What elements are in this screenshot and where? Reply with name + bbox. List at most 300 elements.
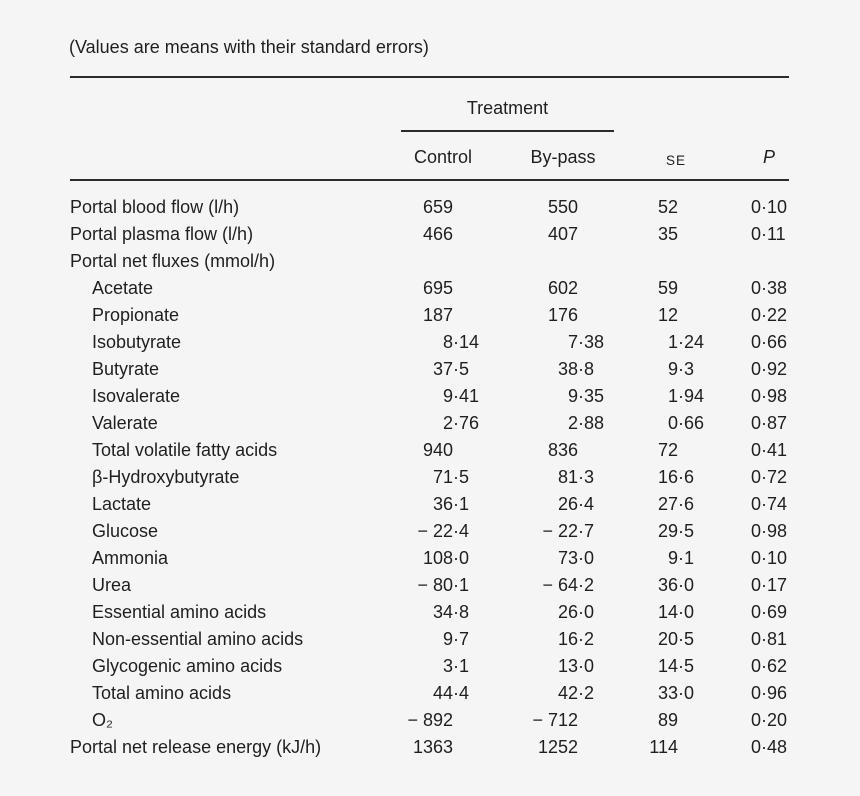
cell-control <box>353 410 483 437</box>
value-integer-part: 659 <box>422 197 453 217</box>
table-row <box>70 302 789 329</box>
value-integer-part: 1 <box>667 386 678 406</box>
value-integer-part: 36 <box>432 494 453 514</box>
value-integer-part: 73 <box>557 548 578 568</box>
value-integer-part: 9 <box>567 386 578 406</box>
row-label: Propionate <box>92 305 180 325</box>
table-row <box>70 410 789 437</box>
value-fraction-part: ·0 <box>453 548 470 568</box>
value-integer-part: 3 <box>442 656 453 676</box>
value-fraction-part <box>578 437 608 464</box>
value-integer-part: 2 <box>567 413 578 433</box>
cell-p <box>708 329 789 356</box>
cell-control <box>353 545 483 572</box>
cell-bypass <box>483 545 608 572</box>
value-integer-part: 0 <box>750 683 761 703</box>
cell-control <box>353 248 483 275</box>
value-fraction-part <box>578 248 608 275</box>
row-label: β-Hydroxybutyrate <box>92 467 240 487</box>
cell-control <box>353 518 483 545</box>
value-fraction-part: ·7 <box>578 521 595 541</box>
value-fraction-part: ·0 <box>578 548 595 568</box>
value-integer-part: 34 <box>432 602 453 622</box>
value-integer-part: 108 <box>422 548 453 568</box>
value-fraction-part: ·5 <box>453 359 470 379</box>
value-integer-part: 71 <box>432 467 453 487</box>
value-integer-part: 20 <box>657 629 678 649</box>
header-bottom-rule <box>70 179 789 181</box>
cell-se <box>608 653 708 680</box>
table-row <box>70 518 789 545</box>
value-fraction-part: ·76 <box>453 413 480 433</box>
value-integer-part: 9 <box>667 548 678 568</box>
cell-p <box>708 734 789 761</box>
row-label: Portal net release energy (kJ/h) <box>70 737 322 757</box>
value-integer-part: 0 <box>750 548 761 568</box>
cell-control <box>353 626 483 653</box>
value-integer-part: 89 <box>657 710 678 730</box>
value-fraction-part: ·38 <box>578 332 605 352</box>
value-fraction-part: ·4 <box>453 683 470 703</box>
value-integer-part: 42 <box>557 683 578 703</box>
value-fraction-part: ·72 <box>761 467 788 487</box>
value-fraction-part: ·4 <box>578 494 595 514</box>
value-fraction-part: ·5 <box>678 656 695 676</box>
table-row <box>70 464 789 491</box>
value-fraction-part <box>578 302 608 329</box>
value-fraction-part <box>678 221 708 248</box>
cell-p <box>708 248 789 275</box>
cell-control <box>353 356 483 383</box>
value-fraction-part: ·17 <box>761 575 788 595</box>
cell-control <box>353 707 483 734</box>
cell-control <box>353 437 483 464</box>
value-integer-part: − 892 <box>407 710 453 730</box>
cell-control <box>353 464 483 491</box>
value-fraction-part: ·24 <box>678 332 705 352</box>
value-fraction-part: ·0 <box>678 575 695 595</box>
value-integer-part: 9 <box>442 629 453 649</box>
row-label: Acetate <box>92 278 154 298</box>
value-integer-part: 1252 <box>537 737 578 757</box>
row-label: Total volatile fatty acids <box>92 440 278 460</box>
cell-p <box>708 410 789 437</box>
value-fraction-part <box>678 275 708 302</box>
value-fraction-part: ·94 <box>678 386 705 406</box>
value-integer-part: 0 <box>750 305 761 325</box>
value-fraction-part: ·11 <box>761 224 786 244</box>
table-row <box>70 491 789 518</box>
value-fraction-part: ·20 <box>761 710 788 730</box>
row-label: Valerate <box>92 413 158 433</box>
cell-se <box>608 734 708 761</box>
cell-p <box>708 437 789 464</box>
value-integer-part: 695 <box>422 278 453 298</box>
cell-se <box>608 599 708 626</box>
value-fraction-part <box>453 302 483 329</box>
table-row <box>70 437 789 464</box>
row-label: Non-essential amino acids <box>92 629 304 649</box>
cell-p <box>708 707 789 734</box>
cell-p <box>708 464 789 491</box>
row-label: Glucose <box>92 521 159 541</box>
value-integer-part: 0 <box>750 386 761 406</box>
cell-se <box>608 275 708 302</box>
cell-bypass <box>483 491 608 518</box>
value-fraction-part <box>453 707 483 734</box>
cell-bypass <box>483 302 608 329</box>
value-integer-part: 14 <box>657 656 678 676</box>
value-fraction-part <box>453 194 483 221</box>
value-fraction-part: ·10 <box>761 548 788 568</box>
value-fraction-part: ·6 <box>678 467 695 487</box>
cell-se <box>608 248 708 275</box>
cell-bypass <box>483 329 608 356</box>
value-fraction-part: ·74 <box>761 494 788 514</box>
value-fraction-part <box>453 248 483 275</box>
column-header-bypass: By-pass <box>530 147 596 167</box>
cell-bypass <box>483 410 608 437</box>
cell-control <box>353 491 483 518</box>
cell-bypass <box>483 275 608 302</box>
value-fraction-part: ·38 <box>761 278 788 298</box>
cell-control <box>353 572 483 599</box>
cell-se <box>608 410 708 437</box>
value-fraction-part: ·2 <box>578 683 595 703</box>
cell-p <box>708 572 789 599</box>
table-row <box>70 707 789 734</box>
cell-bypass <box>483 383 608 410</box>
cell-p <box>708 626 789 653</box>
row-label: Portal plasma flow (l/h) <box>70 224 254 244</box>
value-fraction-part: ·0 <box>578 656 595 676</box>
cell-se <box>608 518 708 545</box>
value-fraction-part: ·81 <box>761 629 788 649</box>
value-integer-part: − 80 <box>417 575 453 595</box>
value-integer-part: 37 <box>432 359 453 379</box>
cell-se <box>608 572 708 599</box>
value-integer-part: 0 <box>750 710 761 730</box>
value-fraction-part <box>678 194 708 221</box>
value-fraction-part <box>453 221 483 248</box>
table-row <box>70 599 789 626</box>
treatment-underline-rule <box>401 130 614 132</box>
value-integer-part: 0 <box>750 197 761 217</box>
value-fraction-part <box>578 734 608 761</box>
value-fraction-part <box>678 734 708 761</box>
table-row <box>70 383 789 410</box>
value-fraction-part: ·66 <box>678 413 705 433</box>
cell-p <box>708 518 789 545</box>
value-integer-part: 72 <box>657 440 678 460</box>
value-fraction-part: ·2 <box>578 575 595 595</box>
value-integer-part: 0 <box>667 413 678 433</box>
value-fraction-part: ·88 <box>578 413 605 433</box>
row-label: Butyrate <box>92 359 160 379</box>
table-row <box>70 572 789 599</box>
value-fraction-part: ·6 <box>678 494 695 514</box>
value-integer-part: 16 <box>557 629 578 649</box>
cell-se <box>608 383 708 410</box>
value-integer-part: 14 <box>657 602 678 622</box>
value-integer-part: 0 <box>750 332 761 352</box>
value-fraction-part: ·7 <box>453 629 470 649</box>
table-row <box>70 329 789 356</box>
value-integer-part: 1363 <box>412 737 453 757</box>
value-integer-part: 0 <box>750 494 761 514</box>
value-fraction-part <box>578 707 608 734</box>
value-integer-part: 0 <box>750 602 761 622</box>
value-integer-part: 26 <box>557 494 578 514</box>
value-fraction-part: ·1 <box>453 575 470 595</box>
cell-control <box>353 653 483 680</box>
value-integer-part: 27 <box>657 494 678 514</box>
value-integer-part: 59 <box>657 278 678 298</box>
row-label: Ammonia <box>92 548 169 568</box>
cell-se <box>608 464 708 491</box>
cell-control <box>353 680 483 707</box>
table-row <box>70 194 789 221</box>
row-label: Portal blood flow (l/h) <box>70 197 240 217</box>
value-integer-part: 602 <box>547 278 578 298</box>
value-integer-part: 9 <box>667 359 678 379</box>
cell-se <box>608 356 708 383</box>
row-label: Urea <box>92 575 132 595</box>
table-caption: (Values are means with their standard errors) <box>69 37 429 57</box>
value-fraction-part: ·0 <box>578 602 595 622</box>
value-fraction-part <box>453 734 483 761</box>
value-fraction-part: ·69 <box>761 602 788 622</box>
table-body <box>70 194 789 761</box>
table-row <box>70 680 789 707</box>
cell-bypass <box>483 707 608 734</box>
value-fraction-part: ·0 <box>678 602 695 622</box>
value-fraction-part: ·98 <box>761 386 788 406</box>
value-integer-part: 0 <box>750 656 761 676</box>
value-fraction-part: ·5 <box>678 521 695 541</box>
cell-control <box>353 194 483 221</box>
value-integer-part: 33 <box>657 683 678 703</box>
cell-p <box>708 491 789 518</box>
column-header-control: Control <box>413 147 473 167</box>
value-fraction-part: ·5 <box>678 629 695 649</box>
cell-p <box>708 545 789 572</box>
cell-bypass <box>483 437 608 464</box>
row-label: Glycogenic amino acids <box>92 656 283 676</box>
cell-bypass <box>483 599 608 626</box>
row-label: Isovalerate <box>92 386 181 406</box>
row-label: Isobutyrate <box>92 332 182 352</box>
value-integer-part: − 22 <box>417 521 453 541</box>
cell-se <box>608 329 708 356</box>
cell-se <box>608 626 708 653</box>
cell-bypass <box>483 248 608 275</box>
value-integer-part: 36 <box>657 575 678 595</box>
table-row <box>70 734 789 761</box>
value-fraction-part: ·35 <box>578 386 605 406</box>
cell-p <box>708 194 789 221</box>
value-integer-part <box>708 248 761 275</box>
value-integer-part: 550 <box>547 197 578 217</box>
value-fraction-part: ·8 <box>453 602 470 622</box>
cell-bypass <box>483 572 608 599</box>
table-row <box>70 626 789 653</box>
value-fraction-part: ·92 <box>761 359 788 379</box>
value-fraction-part: ·1 <box>453 494 470 514</box>
cell-p <box>708 680 789 707</box>
value-fraction-part <box>453 437 483 464</box>
value-integer-part: 35 <box>657 224 678 244</box>
value-fraction-part <box>578 275 608 302</box>
row-label: Essential amino acids <box>92 602 267 622</box>
cell-bypass <box>483 464 608 491</box>
row-label: Total amino acids <box>92 683 232 703</box>
cell-control <box>353 302 483 329</box>
value-fraction-part: ·1 <box>453 656 470 676</box>
value-integer-part: 940 <box>422 440 453 460</box>
value-fraction-part: ·1 <box>678 548 695 568</box>
value-integer-part: 0 <box>750 629 761 649</box>
cell-se <box>608 491 708 518</box>
cell-p <box>708 302 789 329</box>
value-integer-part: 26 <box>557 602 578 622</box>
value-integer-part <box>608 248 678 275</box>
table-row <box>70 248 789 275</box>
cell-bypass <box>483 194 608 221</box>
value-fraction-part <box>678 248 708 275</box>
cell-p <box>708 221 789 248</box>
value-integer-part: 0 <box>750 467 761 487</box>
value-fraction-part <box>578 194 608 221</box>
value-integer-part: 114 <box>649 737 678 757</box>
value-integer-part <box>483 248 578 275</box>
table-row <box>70 653 789 680</box>
value-integer-part <box>353 248 453 275</box>
value-integer-part: − 22 <box>542 521 578 541</box>
cell-bypass <box>483 518 608 545</box>
cell-control <box>353 734 483 761</box>
cell-bypass <box>483 626 608 653</box>
value-fraction-part: ·48 <box>761 737 788 757</box>
value-integer-part: − 712 <box>532 710 578 730</box>
row-label: Lactate <box>92 494 152 514</box>
cell-se <box>608 302 708 329</box>
value-integer-part: 187 <box>422 305 453 325</box>
value-integer-part: 2 <box>442 413 453 433</box>
value-integer-part: 0 <box>750 440 761 460</box>
value-integer-part: 29 <box>657 521 678 541</box>
value-fraction-part: ·41 <box>761 440 788 460</box>
value-integer-part: 836 <box>547 440 578 460</box>
cell-bypass <box>483 680 608 707</box>
value-fraction-part: ·87 <box>761 413 788 433</box>
value-fraction-part: ·8 <box>578 359 595 379</box>
value-integer-part: 0 <box>750 224 761 244</box>
value-fraction-part: ·98 <box>761 521 788 541</box>
cell-control <box>353 329 483 356</box>
treatment-group-header: Treatment <box>466 98 549 118</box>
value-integer-part: 7 <box>567 332 578 352</box>
value-integer-part: 0 <box>750 521 761 541</box>
value-fraction-part: ·3 <box>578 467 595 487</box>
value-integer-part: 13 <box>557 656 578 676</box>
cell-se <box>608 194 708 221</box>
value-integer-part: 176 <box>547 305 578 325</box>
value-fraction-part: ·10 <box>761 197 788 217</box>
value-integer-part: 466 <box>422 224 453 244</box>
value-integer-part: 0 <box>750 413 761 433</box>
cell-se <box>608 545 708 572</box>
value-fraction-part <box>678 707 708 734</box>
value-fraction-part: ·2 <box>578 629 595 649</box>
table-row <box>70 221 789 248</box>
value-integer-part: 0 <box>750 278 761 298</box>
cell-control <box>353 383 483 410</box>
value-fraction-part: ·14 <box>453 332 480 352</box>
value-integer-part: 407 <box>547 224 578 244</box>
value-integer-part: 0 <box>750 575 761 595</box>
column-header-p: P <box>762 147 775 167</box>
value-fraction-part <box>678 302 708 329</box>
value-fraction-part: ·3 <box>678 359 695 379</box>
value-fraction-part <box>678 437 708 464</box>
value-integer-part: 1 <box>667 332 678 352</box>
cell-se <box>608 437 708 464</box>
cell-bypass <box>483 734 608 761</box>
value-fraction-part: ·96 <box>761 683 788 703</box>
row-label: Portal net fluxes (mmol/h) <box>70 251 276 271</box>
value-integer-part: 38 <box>557 359 578 379</box>
cell-p <box>708 275 789 302</box>
cell-bypass <box>483 356 608 383</box>
value-fraction-part: ·0 <box>678 683 695 703</box>
value-integer-part: 12 <box>657 305 678 325</box>
value-integer-part: 16 <box>657 467 678 487</box>
value-fraction-part: ·62 <box>761 656 788 676</box>
cell-p <box>708 599 789 626</box>
table-row <box>70 545 789 572</box>
cell-control <box>353 599 483 626</box>
cell-se <box>608 680 708 707</box>
value-fraction-part <box>578 221 608 248</box>
table-top-rule <box>70 76 789 78</box>
row-label: O₂ <box>92 710 113 730</box>
cell-se <box>608 707 708 734</box>
cell-p <box>708 356 789 383</box>
table-row <box>70 275 789 302</box>
value-integer-part: 0 <box>750 737 761 757</box>
value-fraction-part: ·5 <box>453 467 470 487</box>
value-integer-part: 9 <box>442 386 453 406</box>
table-row <box>70 356 789 383</box>
value-integer-part: − 64 <box>542 575 578 595</box>
value-fraction-part: ·66 <box>761 332 788 352</box>
value-fraction-part: ·22 <box>761 305 788 325</box>
cell-p <box>708 653 789 680</box>
cell-bypass <box>483 653 608 680</box>
value-integer-part: 44 <box>432 683 453 703</box>
value-fraction-part: ·4 <box>453 521 470 541</box>
column-header-se: SE <box>665 153 686 168</box>
cell-bypass <box>483 221 608 248</box>
value-integer-part: 8 <box>442 332 453 352</box>
value-integer-part: 81 <box>557 467 578 487</box>
value-fraction-part <box>761 248 789 275</box>
value-integer-part: 0 <box>750 359 761 379</box>
cell-control <box>353 221 483 248</box>
value-fraction-part <box>453 275 483 302</box>
value-integer-part: 52 <box>657 197 678 217</box>
